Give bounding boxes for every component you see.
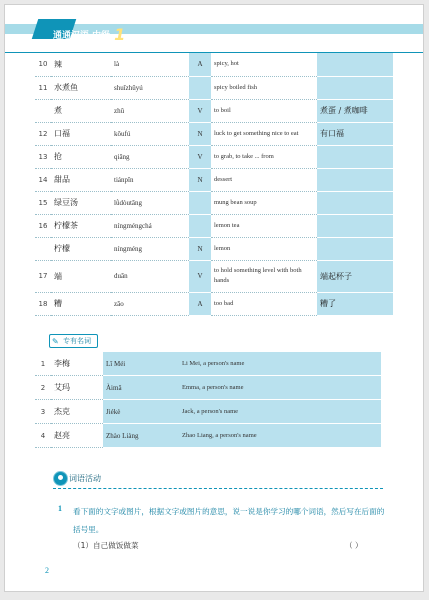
pen-icon: ✎ bbox=[52, 337, 59, 346]
pinyin: níngméngchá bbox=[111, 214, 189, 237]
english-meaning: lemon tea bbox=[211, 214, 317, 237]
row-number: 17 bbox=[35, 260, 51, 292]
pinyin: níngméng bbox=[111, 237, 189, 260]
vocab-row bbox=[35, 214, 393, 237]
english-meaning: Li Mei, a person's name bbox=[179, 352, 381, 376]
row-number: 10 bbox=[35, 53, 51, 76]
proper-noun-row bbox=[35, 376, 381, 400]
english-meaning: Emma, a person's name bbox=[179, 376, 381, 400]
pinyin: lǜdòutāng bbox=[111, 191, 189, 214]
example-phrase bbox=[317, 76, 393, 99]
pinyin: kǒufú bbox=[111, 122, 189, 145]
part-of-speech bbox=[189, 214, 211, 237]
row-number: 14 bbox=[35, 168, 51, 191]
example-phrase bbox=[317, 168, 393, 191]
english-meaning: spicy, hot bbox=[211, 53, 317, 76]
activity-divider bbox=[53, 488, 383, 490]
part-of-speech: V bbox=[189, 260, 211, 292]
part-of-speech: N bbox=[189, 122, 211, 145]
hanzi: 杰克 bbox=[51, 400, 103, 424]
part-of-speech: V bbox=[189, 145, 211, 168]
hanzi: 辣 bbox=[51, 53, 111, 76]
proper-noun-row bbox=[35, 424, 381, 448]
row-number: 4 bbox=[35, 424, 51, 448]
row-number: 16 bbox=[35, 214, 51, 237]
row-number: 2 bbox=[35, 376, 51, 400]
english-meaning: Jack, a person's name bbox=[179, 400, 381, 424]
row-number: 1 bbox=[35, 352, 51, 376]
question-number: 1 bbox=[58, 504, 62, 513]
pinyin: qiǎng bbox=[111, 145, 189, 168]
hanzi: 端 bbox=[51, 260, 111, 292]
row-number bbox=[35, 99, 51, 122]
pinyin: Lǐ Méi bbox=[103, 352, 179, 376]
person-icon bbox=[53, 471, 68, 486]
english-meaning: spicy boiled fish bbox=[211, 76, 317, 99]
hanzi: 柠檬茶 bbox=[51, 214, 111, 237]
vocabulary-table bbox=[35, 53, 393, 316]
vocab-row bbox=[35, 53, 393, 76]
hanzi: 煮 bbox=[51, 99, 111, 122]
hanzi: 口福 bbox=[51, 122, 111, 145]
pinyin: tiánpǐn bbox=[111, 168, 189, 191]
page-number: 2 bbox=[45, 566, 49, 575]
row-number: 11 bbox=[35, 76, 51, 99]
english-meaning: to boil bbox=[211, 99, 317, 122]
english-meaning: too bad bbox=[211, 292, 317, 315]
vocab-row bbox=[35, 145, 393, 168]
hanzi: 甜品 bbox=[51, 168, 111, 191]
row-number: 15 bbox=[35, 191, 51, 214]
pinyin: duān bbox=[111, 260, 189, 292]
english-meaning: mung bean soup bbox=[211, 191, 317, 214]
answer-blank: （ ） bbox=[345, 541, 363, 550]
pinyin: zāo bbox=[111, 292, 189, 315]
part-of-speech bbox=[189, 76, 211, 99]
header-title: 通通汉语 中级 1 bbox=[53, 25, 126, 44]
example-phrase: 煮蛋 / 煮咖啡 bbox=[317, 99, 393, 122]
example-phrase bbox=[317, 237, 393, 260]
example-phrase: 有口福 bbox=[317, 122, 393, 145]
question-text: 看下面的文字或图片，根据文字或图片的意思，说一说是你学习的哪个词语，然后写在后面的括号里。 bbox=[73, 507, 385, 534]
english-meaning: dessert bbox=[211, 168, 317, 191]
textbook-page bbox=[4, 4, 424, 592]
vocab-row bbox=[35, 122, 393, 145]
english-meaning: to grab, to take ... from bbox=[211, 145, 317, 168]
hanzi: 水煮鱼 bbox=[51, 76, 111, 99]
proper-nouns-table bbox=[35, 352, 381, 448]
hanzi: 绿豆汤 bbox=[51, 191, 111, 214]
example-phrase bbox=[317, 145, 393, 168]
vocab-row bbox=[35, 260, 393, 292]
english-meaning: luck to get something nice to eat bbox=[211, 122, 317, 145]
proper-noun-row bbox=[35, 352, 381, 376]
english-meaning: lemon bbox=[211, 237, 317, 260]
hanzi: 抢 bbox=[51, 145, 111, 168]
page-header bbox=[5, 19, 423, 44]
part-of-speech: A bbox=[189, 292, 211, 315]
proper-noun-row bbox=[35, 400, 381, 424]
vocab-row bbox=[35, 292, 393, 315]
part-of-speech bbox=[189, 191, 211, 214]
row-number: 3 bbox=[35, 400, 51, 424]
part-of-speech: N bbox=[189, 237, 211, 260]
pinyin: Zhào Liàng bbox=[103, 424, 179, 448]
example-phrase: 糟了 bbox=[317, 292, 393, 315]
example-phrase bbox=[317, 191, 393, 214]
part-of-speech: A bbox=[189, 53, 211, 76]
sub-question: （1）自己做饭做菜 bbox=[73, 541, 139, 550]
hanzi: 糟 bbox=[51, 292, 111, 315]
pinyin: zhǔ bbox=[111, 99, 189, 122]
vocab-row bbox=[35, 191, 393, 214]
hanzi: 李梅 bbox=[51, 352, 103, 376]
vocab-row bbox=[35, 168, 393, 191]
proper-nouns-label: ✎ 专有名词 bbox=[49, 334, 98, 348]
pinyin: Àimǎ bbox=[103, 376, 179, 400]
hanzi: 柠檬 bbox=[51, 237, 111, 260]
vocab-row bbox=[35, 99, 393, 122]
vocab-row bbox=[35, 76, 393, 99]
row-number: 13 bbox=[35, 145, 51, 168]
part-of-speech: N bbox=[189, 168, 211, 191]
english-meaning: Zhao Liang, a person's name bbox=[179, 424, 381, 448]
row-number: 18 bbox=[35, 292, 51, 315]
pinyin: shuǐzhǔyú bbox=[111, 76, 189, 99]
example-phrase bbox=[317, 53, 393, 76]
row-number bbox=[35, 237, 51, 260]
vocab-row bbox=[35, 237, 393, 260]
pinyin: Jiékè bbox=[103, 400, 179, 424]
header-level: 1 bbox=[114, 25, 126, 44]
hanzi: 赵亮 bbox=[51, 424, 103, 448]
example-phrase bbox=[317, 214, 393, 237]
english-meaning: to hold something level with both hands bbox=[211, 260, 317, 292]
hanzi: 艾玛 bbox=[51, 376, 103, 400]
example-phrase: 端起杯子 bbox=[317, 260, 393, 292]
row-number: 12 bbox=[35, 122, 51, 145]
part-of-speech: V bbox=[189, 99, 211, 122]
activity-title: 词语活动 bbox=[69, 474, 101, 483]
pinyin: là bbox=[111, 53, 189, 76]
